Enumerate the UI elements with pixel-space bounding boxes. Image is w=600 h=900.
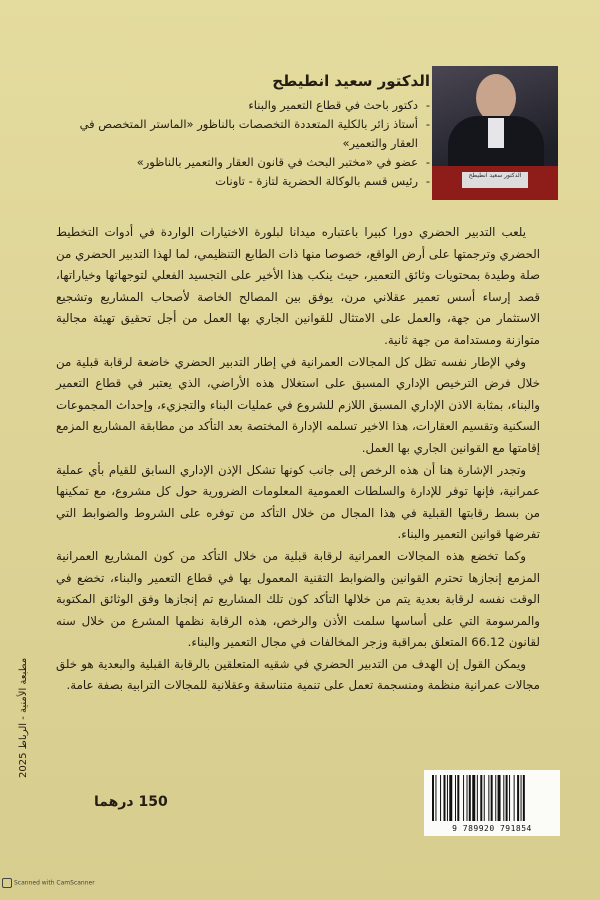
author-bio: [50, 96, 430, 191]
barcode-digits: 9 789920 791854: [452, 824, 532, 833]
bio-item: - أستاذ زائر بالكلية المتعددة التخصصات بالناظور «الماستر المتخصص في العقار والتعمير»: [50, 115, 430, 153]
bio-item: - دكتور باحث في قطاع التعمير والبناء: [50, 96, 430, 115]
scanner-badge-label: Scanned with CamScanner: [14, 879, 95, 887]
blurb-paragraph: يلعب التدبير الحضري دورا كبيرا باعتباره ميدانا لبلورة الاختيارات الواردة في أدوات التخطيط الحضري وترجمتها على أرض الواقع، خصوصا منها ذات الطابع التنظيمي، لما لهذا التدبير الحضري من صلة وطيدة بمحتويات وثائق التعمير، حيث ينكب هذا الأخير على التجسيد الفعلي لتوجهاتها وخياراتها، قصد إرساء أسس تعمير عقلاني مرن، يوفق بين المصالح الخاصة لأصحاب المشاريع وتشجيع الاستثمار من جهة، والعمل على الامتثال للقوانين الجاري بها العمل من أجل تحقيق تهيئة مجالية متوازنة ومستدامة من جهة ثانية.: [56, 225, 540, 347]
blurb-text: [56, 222, 540, 697]
barcode-bars: [432, 775, 552, 821]
blurb-paragraph: ويمكن القول إن الهدف من التدبير الحضري في شقيه المتعلقين بالرقابة القبلية والبعدية هو خلق مجالات عمرانية منظمة ومنسجمة تعمل على تنمية متناسقة وعقلانية للمجالات الترابية بصفة عامة.: [56, 656, 540, 693]
bio-item: - رئيس قسم بالوكالة الحضرية لتازة - تاونات: [50, 172, 430, 191]
bio-item: - عضو في «مختبر البحث في قانون العقار والتعمير بالناظور»: [50, 153, 430, 172]
blurb-paragraph: وتجدر الإشارة هنا أن هذه الرخص إلى جانب كونها تشكل الإذن الإداري السابق للقيام بأي عملية عمرانية، فإنها توفر للإدارة والسلطات العمومية المعلومات الضرورية حول كل مشروع، مع تمكينها من بسط رقابتها القبلية في هذا المجال من خلال التأكد من توفره على الشروط والضوابط التي تفرضها قوانين التعمير والبناء.: [56, 462, 540, 542]
isbn-barcode: [424, 770, 560, 836]
author-photo: [432, 66, 558, 200]
author-name: الدكتور سعيد انطيطح: [272, 72, 430, 90]
blurb-paragraph: وفي الإطار نفسه تظل كل المجالات العمرانية في إطار التدبير الحضري خاضعة لرقابة قبلية من خلال فرض الترخيص الإداري المسبق على استغلال هذه الأراضي، الذي يعتبر في قطاع التعمير والبناء، بمثابة الاذن الإداري المسبق اللازم للشروع في عمليات البناء والتجزيء، وإحداث المجموعات السكنية وتقسيم العقارات، هذا الاخير تسلمه الإدارة المختصة بعد التأكد من مطابقة المشاريع المزمع إقامتها مع القوانين الجاري بها العمل.: [56, 354, 540, 455]
publisher-imprint: مطبعة الأمنية - الرباط 2025: [18, 657, 29, 779]
price-label: 150 درهما: [94, 794, 168, 810]
camscanner-icon: [2, 878, 12, 888]
blurb-paragraph: وكما تخضع هذه المجالات العمرانية لرقابة قبلية من خلال التأكد من كون المشاريع العمرانية المزمع إنجازها تحترم القوانين والضوابط التقنية المعمول بها في قطاع التعمير والبناء، تخضع في الوقت نفسه لرقابة بعدية يتم من خلالها التأكد كون تلك المشاريع تم إنجازها وفق الوثائق المكتوبة والمرسومة التي على أساسها سلمت الأذن والرخص، هذه الرقابة نظمها المشرع من خلال سنه لقانون 66.12 المتعلق بمراقبة وزجر المخالفات في مجال التعمير والبناء.: [56, 548, 540, 650]
photo-nameplate: الدكتور سعيد انطيطح: [462, 172, 528, 188]
scanner-badge: [2, 878, 95, 888]
